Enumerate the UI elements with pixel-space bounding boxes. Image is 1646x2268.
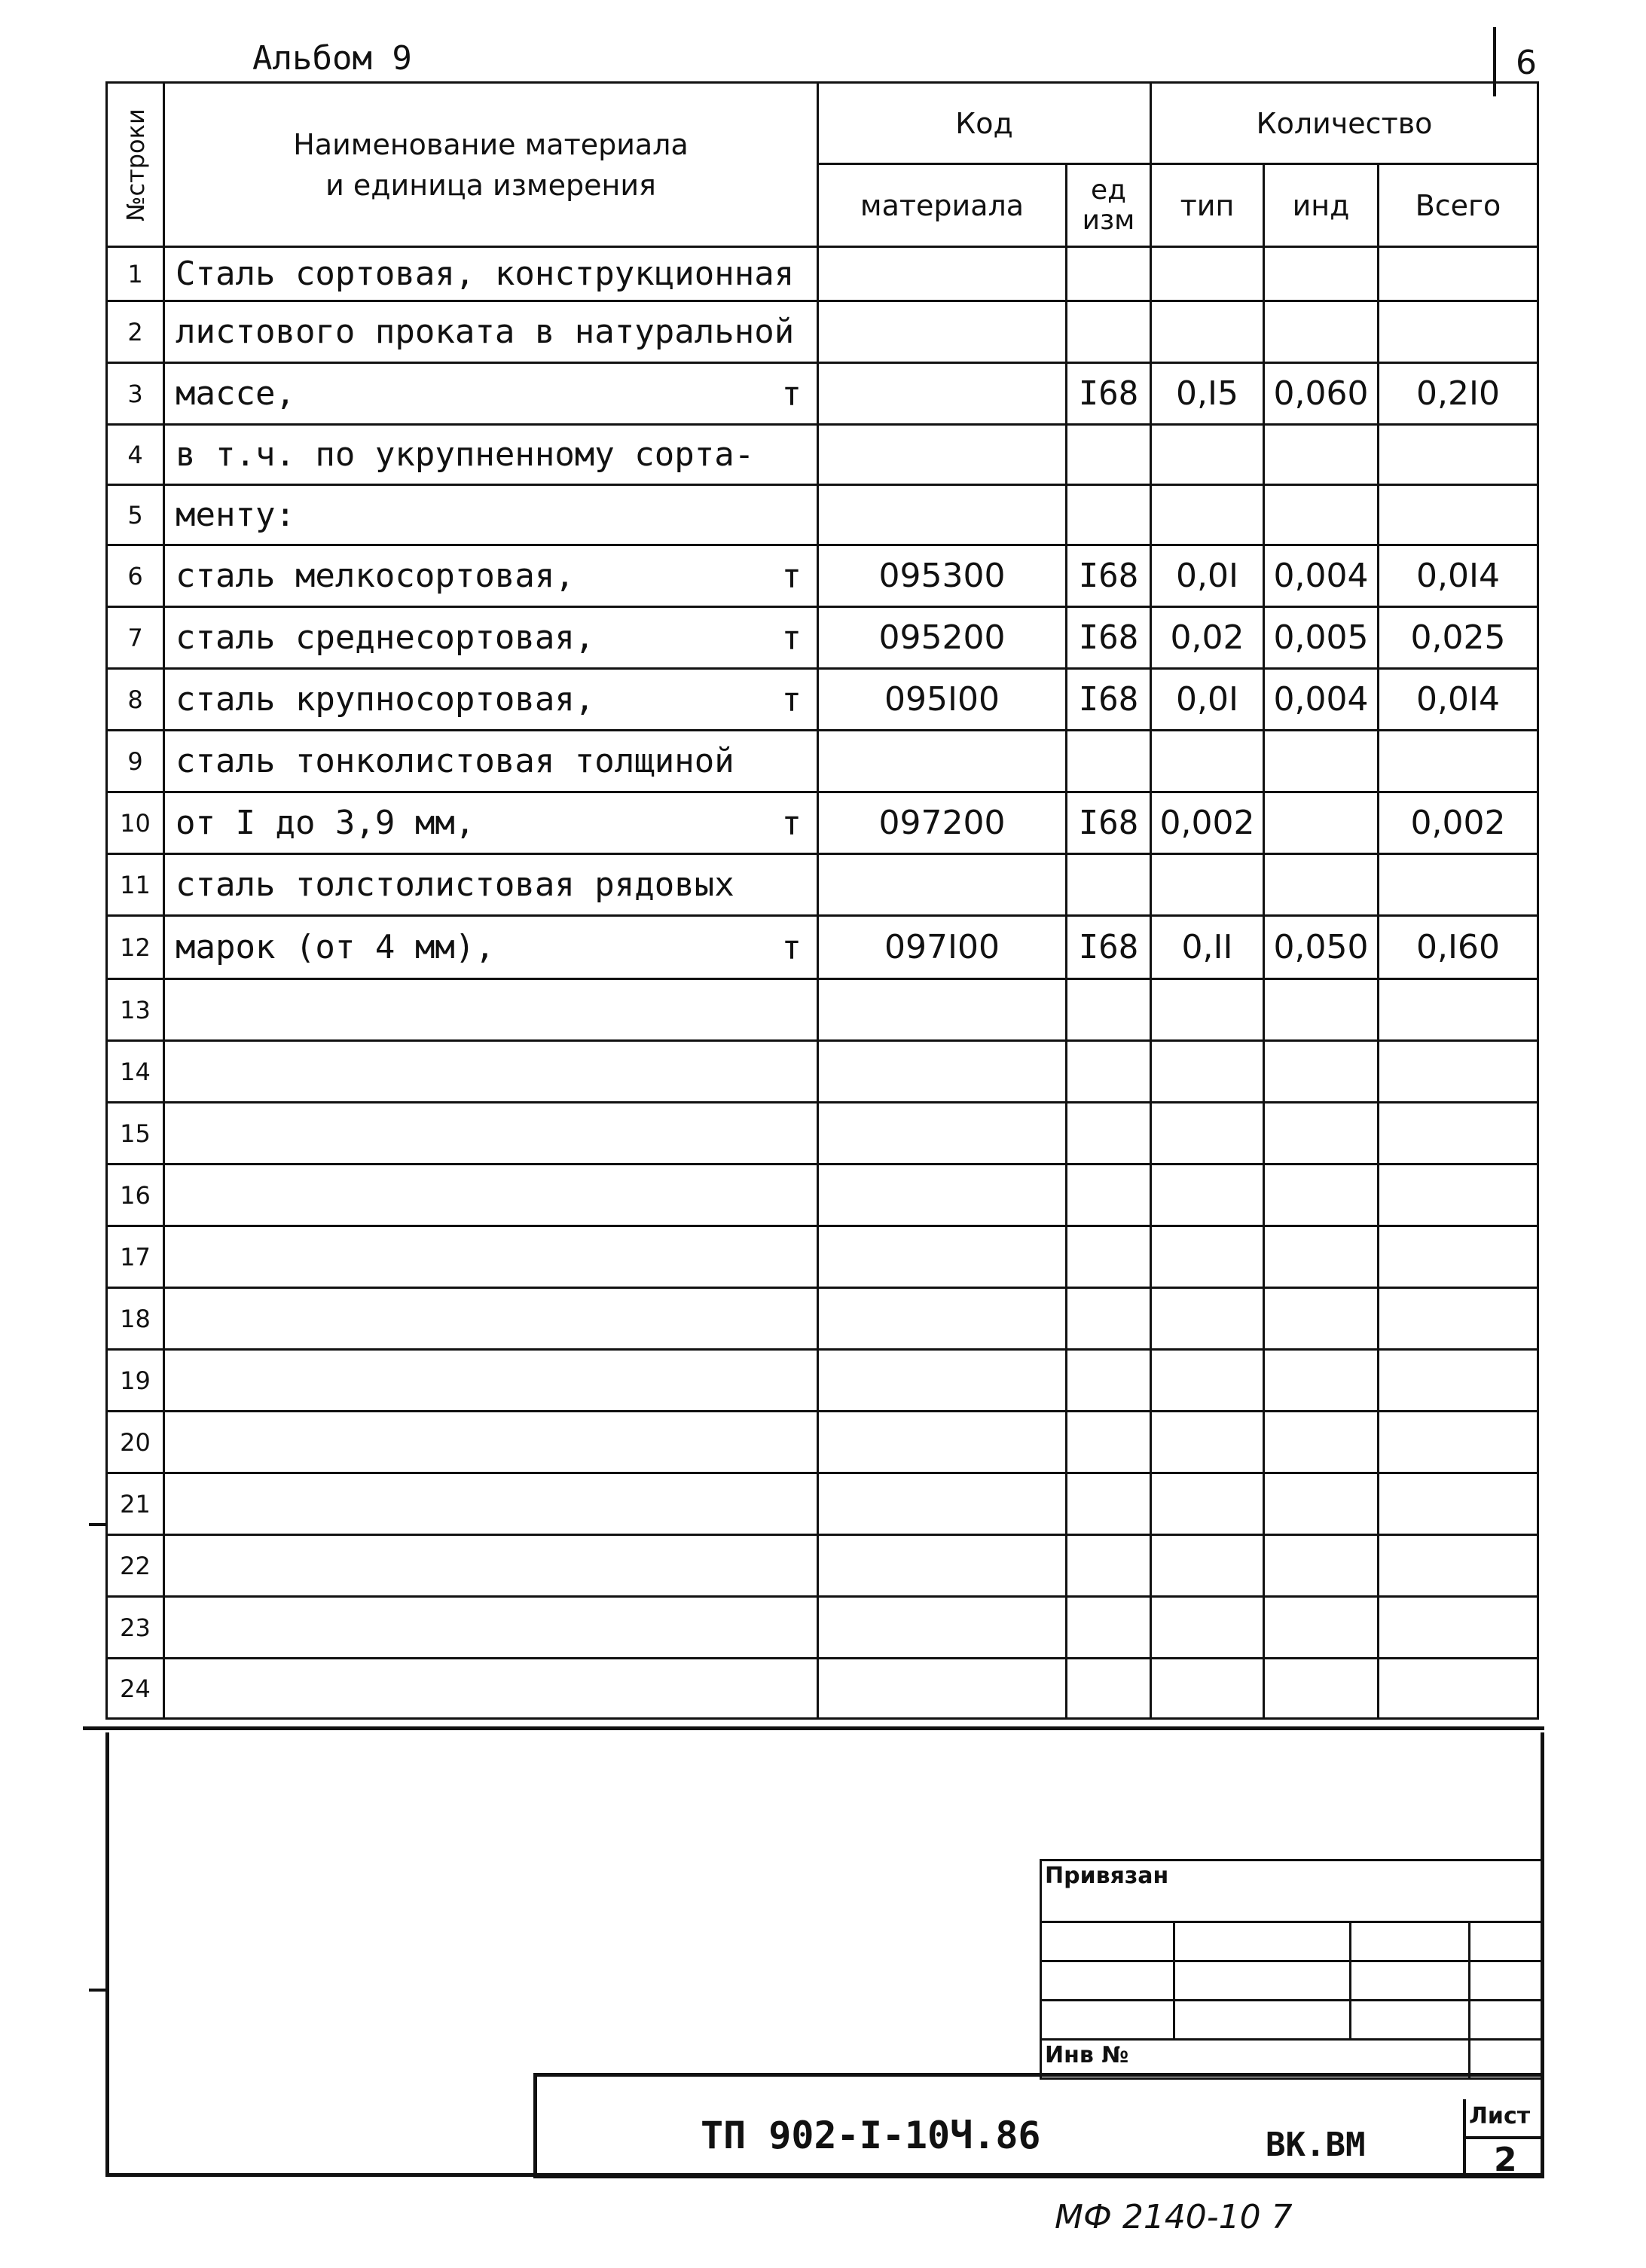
bound-label-cell <box>1041 1860 1544 1922</box>
material-name-cell <box>164 1288 818 1350</box>
row-number-cell: 22 <box>107 1535 164 1597</box>
row-number-cell: 6 <box>107 545 164 607</box>
material-code-cell <box>818 1288 1067 1350</box>
tip-cell <box>1151 1659 1264 1719</box>
unit-code-cell: I68 <box>1067 669 1151 731</box>
unit-code-cell <box>1067 485 1151 545</box>
row-number-cell: 14 <box>107 1041 164 1103</box>
tip-cell <box>1151 1041 1264 1103</box>
table-row <box>107 607 1538 669</box>
ind-cell <box>1264 792 1379 854</box>
row-number-cell: 5 <box>107 485 164 545</box>
table-row <box>107 301 1538 363</box>
total-cell <box>1379 247 1538 301</box>
row-number-header-label: №строки <box>121 108 150 221</box>
ind-header: инд <box>1264 164 1379 247</box>
total-header: Всего <box>1379 164 1538 247</box>
table-row <box>107 1103 1538 1165</box>
material-name-cell <box>164 792 818 854</box>
total-cell <box>1379 1597 1538 1659</box>
material-name: сталь тонколистовая толщиной <box>176 742 734 780</box>
table-row <box>107 979 1538 1041</box>
stamp-cell <box>1174 2001 1351 2040</box>
material-code-cell <box>818 1535 1067 1597</box>
row-number-cell: 17 <box>107 1226 164 1288</box>
table-row <box>107 916 1538 979</box>
tip-cell <box>1151 1350 1264 1412</box>
lower-frame-top-line <box>83 1726 1544 1730</box>
material-name-cell <box>164 854 818 916</box>
table-row <box>107 1165 1538 1226</box>
material-name: марок (от 4 мм), <box>176 928 495 966</box>
total-cell <box>1379 1473 1538 1535</box>
total-cell <box>1379 854 1538 916</box>
row-number-cell: 20 <box>107 1412 164 1473</box>
material-code-cell <box>818 1597 1067 1659</box>
quantity-group-header: Количество <box>1151 83 1538 164</box>
row-number-cell: 12 <box>107 916 164 979</box>
table-row <box>107 854 1538 916</box>
tip-cell: 0,II <box>1151 916 1264 979</box>
row-number-cell: 15 <box>107 1103 164 1165</box>
stamp-cell <box>1041 2001 1174 2040</box>
ind-cell <box>1264 854 1379 916</box>
material-name: сталь толстолистовая рядовых <box>176 865 734 904</box>
unit-code-cell <box>1067 731 1151 792</box>
material-code-cell <box>818 1350 1067 1412</box>
material-name-cell <box>164 1103 818 1165</box>
row-number-cell: 2 <box>107 301 164 363</box>
tip-cell: 0,002 <box>1151 792 1264 854</box>
table-row <box>107 792 1538 854</box>
unit-code-cell: I68 <box>1067 792 1151 854</box>
tip-cell <box>1151 301 1264 363</box>
material-unit: т <box>781 618 802 657</box>
ind-cell <box>1264 1412 1379 1473</box>
unit-code-cell <box>1067 1412 1151 1473</box>
total-cell <box>1379 301 1538 363</box>
stamp-cell <box>1174 1922 1351 1961</box>
material-unit: т <box>781 928 802 966</box>
unit-code-cell <box>1067 1597 1151 1659</box>
material-code-cell <box>818 425 1067 485</box>
material-name-cell <box>164 363 818 425</box>
table-row <box>107 1597 1538 1659</box>
table-row <box>107 731 1538 792</box>
row-number-cell: 4 <box>107 425 164 485</box>
ind-cell: 0,060 <box>1264 363 1379 425</box>
table-row <box>107 425 1538 485</box>
material-unit: т <box>781 804 802 842</box>
unit-code-cell <box>1067 1350 1151 1412</box>
table-row <box>107 363 1538 425</box>
unit-code-cell <box>1067 1473 1151 1535</box>
row-number-cell: 24 <box>107 1659 164 1719</box>
material-name-cell <box>164 1597 818 1659</box>
material-code-cell <box>818 1165 1067 1226</box>
tip-cell: 0,I5 <box>1151 363 1264 425</box>
unit-code-cell <box>1067 854 1151 916</box>
unit-header-line2: изм <box>1082 204 1135 236</box>
total-cell: 0,0I4 <box>1379 545 1538 607</box>
unit-code-cell <box>1067 1041 1151 1103</box>
album-label: Альбом 9 <box>252 39 412 78</box>
material-name-cell <box>164 425 818 485</box>
row-number-cell: 21 <box>107 1473 164 1535</box>
ind-cell <box>1264 1165 1379 1226</box>
stamp-cell <box>1351 2001 1469 2040</box>
row-number-cell: 8 <box>107 669 164 731</box>
name-header-line2: и единица измерения <box>325 168 656 202</box>
unit-header <box>1067 164 1151 247</box>
unit-code-cell <box>1067 1535 1151 1597</box>
table-row <box>107 545 1538 607</box>
material-name: сталь крупносортовая, <box>176 680 595 719</box>
ind-cell <box>1264 731 1379 792</box>
material-name: в т.ч. по укрупненному сорта- <box>176 435 755 474</box>
ind-cell <box>1264 485 1379 545</box>
title-block-sheet-hline <box>1463 2136 1544 2139</box>
ind-cell <box>1264 1103 1379 1165</box>
unit-code-cell <box>1067 1226 1151 1288</box>
tip-cell <box>1151 425 1264 485</box>
tip-cell: 0,0I <box>1151 669 1264 731</box>
ind-cell <box>1264 301 1379 363</box>
unit-code-cell: I68 <box>1067 363 1151 425</box>
ind-cell: 0,004 <box>1264 545 1379 607</box>
material-code-cell <box>818 1659 1067 1719</box>
material-name-cell <box>164 1226 818 1288</box>
row-number-cell: 9 <box>107 731 164 792</box>
unit-header-line1: ед <box>1090 174 1127 206</box>
material-name-cell <box>164 1165 818 1226</box>
unit-code-cell <box>1067 1288 1151 1350</box>
total-cell: 0,0I4 <box>1379 669 1538 731</box>
material-name-cell <box>164 545 818 607</box>
ind-cell <box>1264 1659 1379 1719</box>
table-row <box>107 1350 1538 1412</box>
material-code-cell <box>818 1226 1067 1288</box>
table-row <box>107 1288 1538 1350</box>
name-header-line1: Наименование материала <box>293 127 689 161</box>
sheet-label: Лист <box>1469 2103 1531 2129</box>
material-name-cell <box>164 301 818 363</box>
material-code-cell <box>818 363 1067 425</box>
total-cell <box>1379 1165 1538 1226</box>
unit-code-cell <box>1067 425 1151 485</box>
table-row <box>107 485 1538 545</box>
unit-code-cell: I68 <box>1067 545 1151 607</box>
archive-code: МФ 2140-10 7 <box>1055 2198 1293 2236</box>
tip-cell <box>1151 1597 1264 1659</box>
unit-code-cell <box>1067 247 1151 301</box>
sheet-number: 2 <box>1494 2141 1517 2179</box>
tip-cell <box>1151 247 1264 301</box>
total-cell <box>1379 979 1538 1041</box>
tip-cell <box>1151 1288 1264 1350</box>
table-row <box>107 1473 1538 1535</box>
table-row <box>107 1659 1538 1719</box>
row-number-cell: 13 <box>107 979 164 1041</box>
ind-cell <box>1264 1597 1379 1659</box>
material-name-cell <box>164 1412 818 1473</box>
tip-cell <box>1151 485 1264 545</box>
tip-cell <box>1151 979 1264 1041</box>
material-code-cell: 097I00 <box>818 916 1067 979</box>
ind-cell <box>1264 1041 1379 1103</box>
tip-cell <box>1151 1535 1264 1597</box>
total-cell <box>1379 1412 1538 1473</box>
tip-cell <box>1151 731 1264 792</box>
total-cell: 0,025 <box>1379 607 1538 669</box>
table-row <box>107 1535 1538 1597</box>
material-name: от I до 3,9 мм, <box>176 804 475 842</box>
inv-label: Инв № <box>1045 2042 1129 2068</box>
material-code-cell <box>818 301 1067 363</box>
material-code-cell <box>818 1041 1067 1103</box>
row-number-header <box>107 83 164 247</box>
tip-cell <box>1151 1165 1264 1226</box>
total-cell <box>1379 1535 1538 1597</box>
total-cell: 0,002 <box>1379 792 1538 854</box>
code-group-header: Код <box>818 83 1151 164</box>
total-cell: 0,2I0 <box>1379 363 1538 425</box>
ind-cell <box>1264 1226 1379 1288</box>
total-cell <box>1379 731 1538 792</box>
stamp-cell <box>1041 1922 1174 1961</box>
total-cell <box>1379 1103 1538 1165</box>
stamp-cell <box>1351 1922 1469 1961</box>
material-code-cell: 097200 <box>818 792 1067 854</box>
material-code-header: материала <box>818 164 1067 247</box>
stamp-cell <box>1174 1961 1351 2001</box>
material-name-cell <box>164 1041 818 1103</box>
stamp-cell <box>1351 1961 1469 2001</box>
unit-code-cell <box>1067 979 1151 1041</box>
material-code-cell <box>818 854 1067 916</box>
material-code-cell: 095200 <box>818 607 1067 669</box>
name-header <box>164 83 818 247</box>
material-name-cell <box>164 1659 818 1719</box>
ind-cell <box>1264 1535 1379 1597</box>
material-code-cell <box>818 1473 1067 1535</box>
material-name-cell <box>164 916 818 979</box>
ind-cell: 0,050 <box>1264 916 1379 979</box>
total-cell <box>1379 1659 1538 1719</box>
total-cell <box>1379 1226 1538 1288</box>
table-row <box>107 1041 1538 1103</box>
material-code-cell <box>818 979 1067 1041</box>
total-cell <box>1379 485 1538 545</box>
material-unit: т <box>781 374 802 413</box>
unit-code-cell <box>1067 1659 1151 1719</box>
stamp-cell <box>1469 1961 1543 2001</box>
row-number-cell: 19 <box>107 1350 164 1412</box>
ind-cell: 0,004 <box>1264 669 1379 731</box>
table-row <box>107 1412 1538 1473</box>
material-code-cell <box>818 1103 1067 1165</box>
table-row <box>107 669 1538 731</box>
material-name-cell <box>164 607 818 669</box>
row-number-cell: 11 <box>107 854 164 916</box>
material-name-cell <box>164 731 818 792</box>
bound-label: Привязан <box>1045 1863 1169 1889</box>
material-name: Сталь сортовая, конструкционная <box>176 255 795 293</box>
tip-cell <box>1151 1103 1264 1165</box>
tip-cell <box>1151 1226 1264 1288</box>
material-name-cell <box>164 1350 818 1412</box>
ind-cell <box>1264 247 1379 301</box>
tip-cell: 0,0I <box>1151 545 1264 607</box>
tip-header: тип <box>1151 164 1264 247</box>
total-cell <box>1379 1350 1538 1412</box>
table-row <box>107 247 1538 301</box>
total-cell <box>1379 425 1538 485</box>
materials-table <box>105 81 1539 1720</box>
stamp-cell <box>1469 2001 1543 2040</box>
row-number-cell: 1 <box>107 247 164 301</box>
ind-cell <box>1264 1350 1379 1412</box>
row-number-cell: 10 <box>107 792 164 854</box>
project-code: ТП 902-I-10Ч.86 <box>701 2114 1041 2157</box>
sheet-code: ВК.ВМ <box>1266 2126 1366 2164</box>
material-name-cell <box>164 669 818 731</box>
material-unit: т <box>781 680 802 719</box>
material-name: листового проката в натуральной <box>176 313 795 351</box>
tip-cell <box>1151 854 1264 916</box>
total-cell <box>1379 1041 1538 1103</box>
total-cell <box>1379 1288 1538 1350</box>
row-number-cell: 18 <box>107 1288 164 1350</box>
material-name-cell <box>164 1535 818 1597</box>
unit-code-cell <box>1067 1165 1151 1226</box>
material-code-cell <box>818 247 1067 301</box>
material-name-cell <box>164 1473 818 1535</box>
material-name: менту: <box>176 496 295 534</box>
tip-cell: 0,02 <box>1151 607 1264 669</box>
tip-cell <box>1151 1412 1264 1473</box>
row-number-cell: 7 <box>107 607 164 669</box>
material-code-cell: 095I00 <box>818 669 1067 731</box>
unit-code-cell <box>1067 1103 1151 1165</box>
ind-cell <box>1264 979 1379 1041</box>
ind-cell <box>1264 425 1379 485</box>
row-number-cell: 16 <box>107 1165 164 1226</box>
material-code-cell <box>818 1412 1067 1473</box>
material-code-cell: 095300 <box>818 545 1067 607</box>
material-name-cell <box>164 979 818 1041</box>
ind-cell <box>1264 1288 1379 1350</box>
margin-tick-1 <box>89 1523 107 1526</box>
material-name: массе, <box>176 374 295 413</box>
margin-tick-2 <box>89 1989 107 1992</box>
tip-cell <box>1151 1473 1264 1535</box>
material-code-cell <box>818 731 1067 792</box>
stamp-cell <box>1041 1961 1174 2001</box>
ind-cell <box>1264 1473 1379 1535</box>
row-number-cell: 23 <box>107 1597 164 1659</box>
material-code-cell <box>818 485 1067 545</box>
unit-code-cell: I68 <box>1067 916 1151 979</box>
material-unit: т <box>781 557 802 595</box>
total-cell: 0,I60 <box>1379 916 1538 979</box>
stamp-cell <box>1469 1922 1543 1961</box>
ind-cell: 0,005 <box>1264 607 1379 669</box>
material-name: сталь среднесортовая, <box>176 618 595 657</box>
unit-code-cell: I68 <box>1067 607 1151 669</box>
page-number: 6 <box>1516 44 1537 82</box>
material-name-cell <box>164 485 818 545</box>
material-name-cell <box>164 247 818 301</box>
unit-code-cell <box>1067 301 1151 363</box>
row-number-cell: 3 <box>107 363 164 425</box>
table-row <box>107 1226 1538 1288</box>
material-name: сталь мелкосортовая, <box>176 557 575 595</box>
